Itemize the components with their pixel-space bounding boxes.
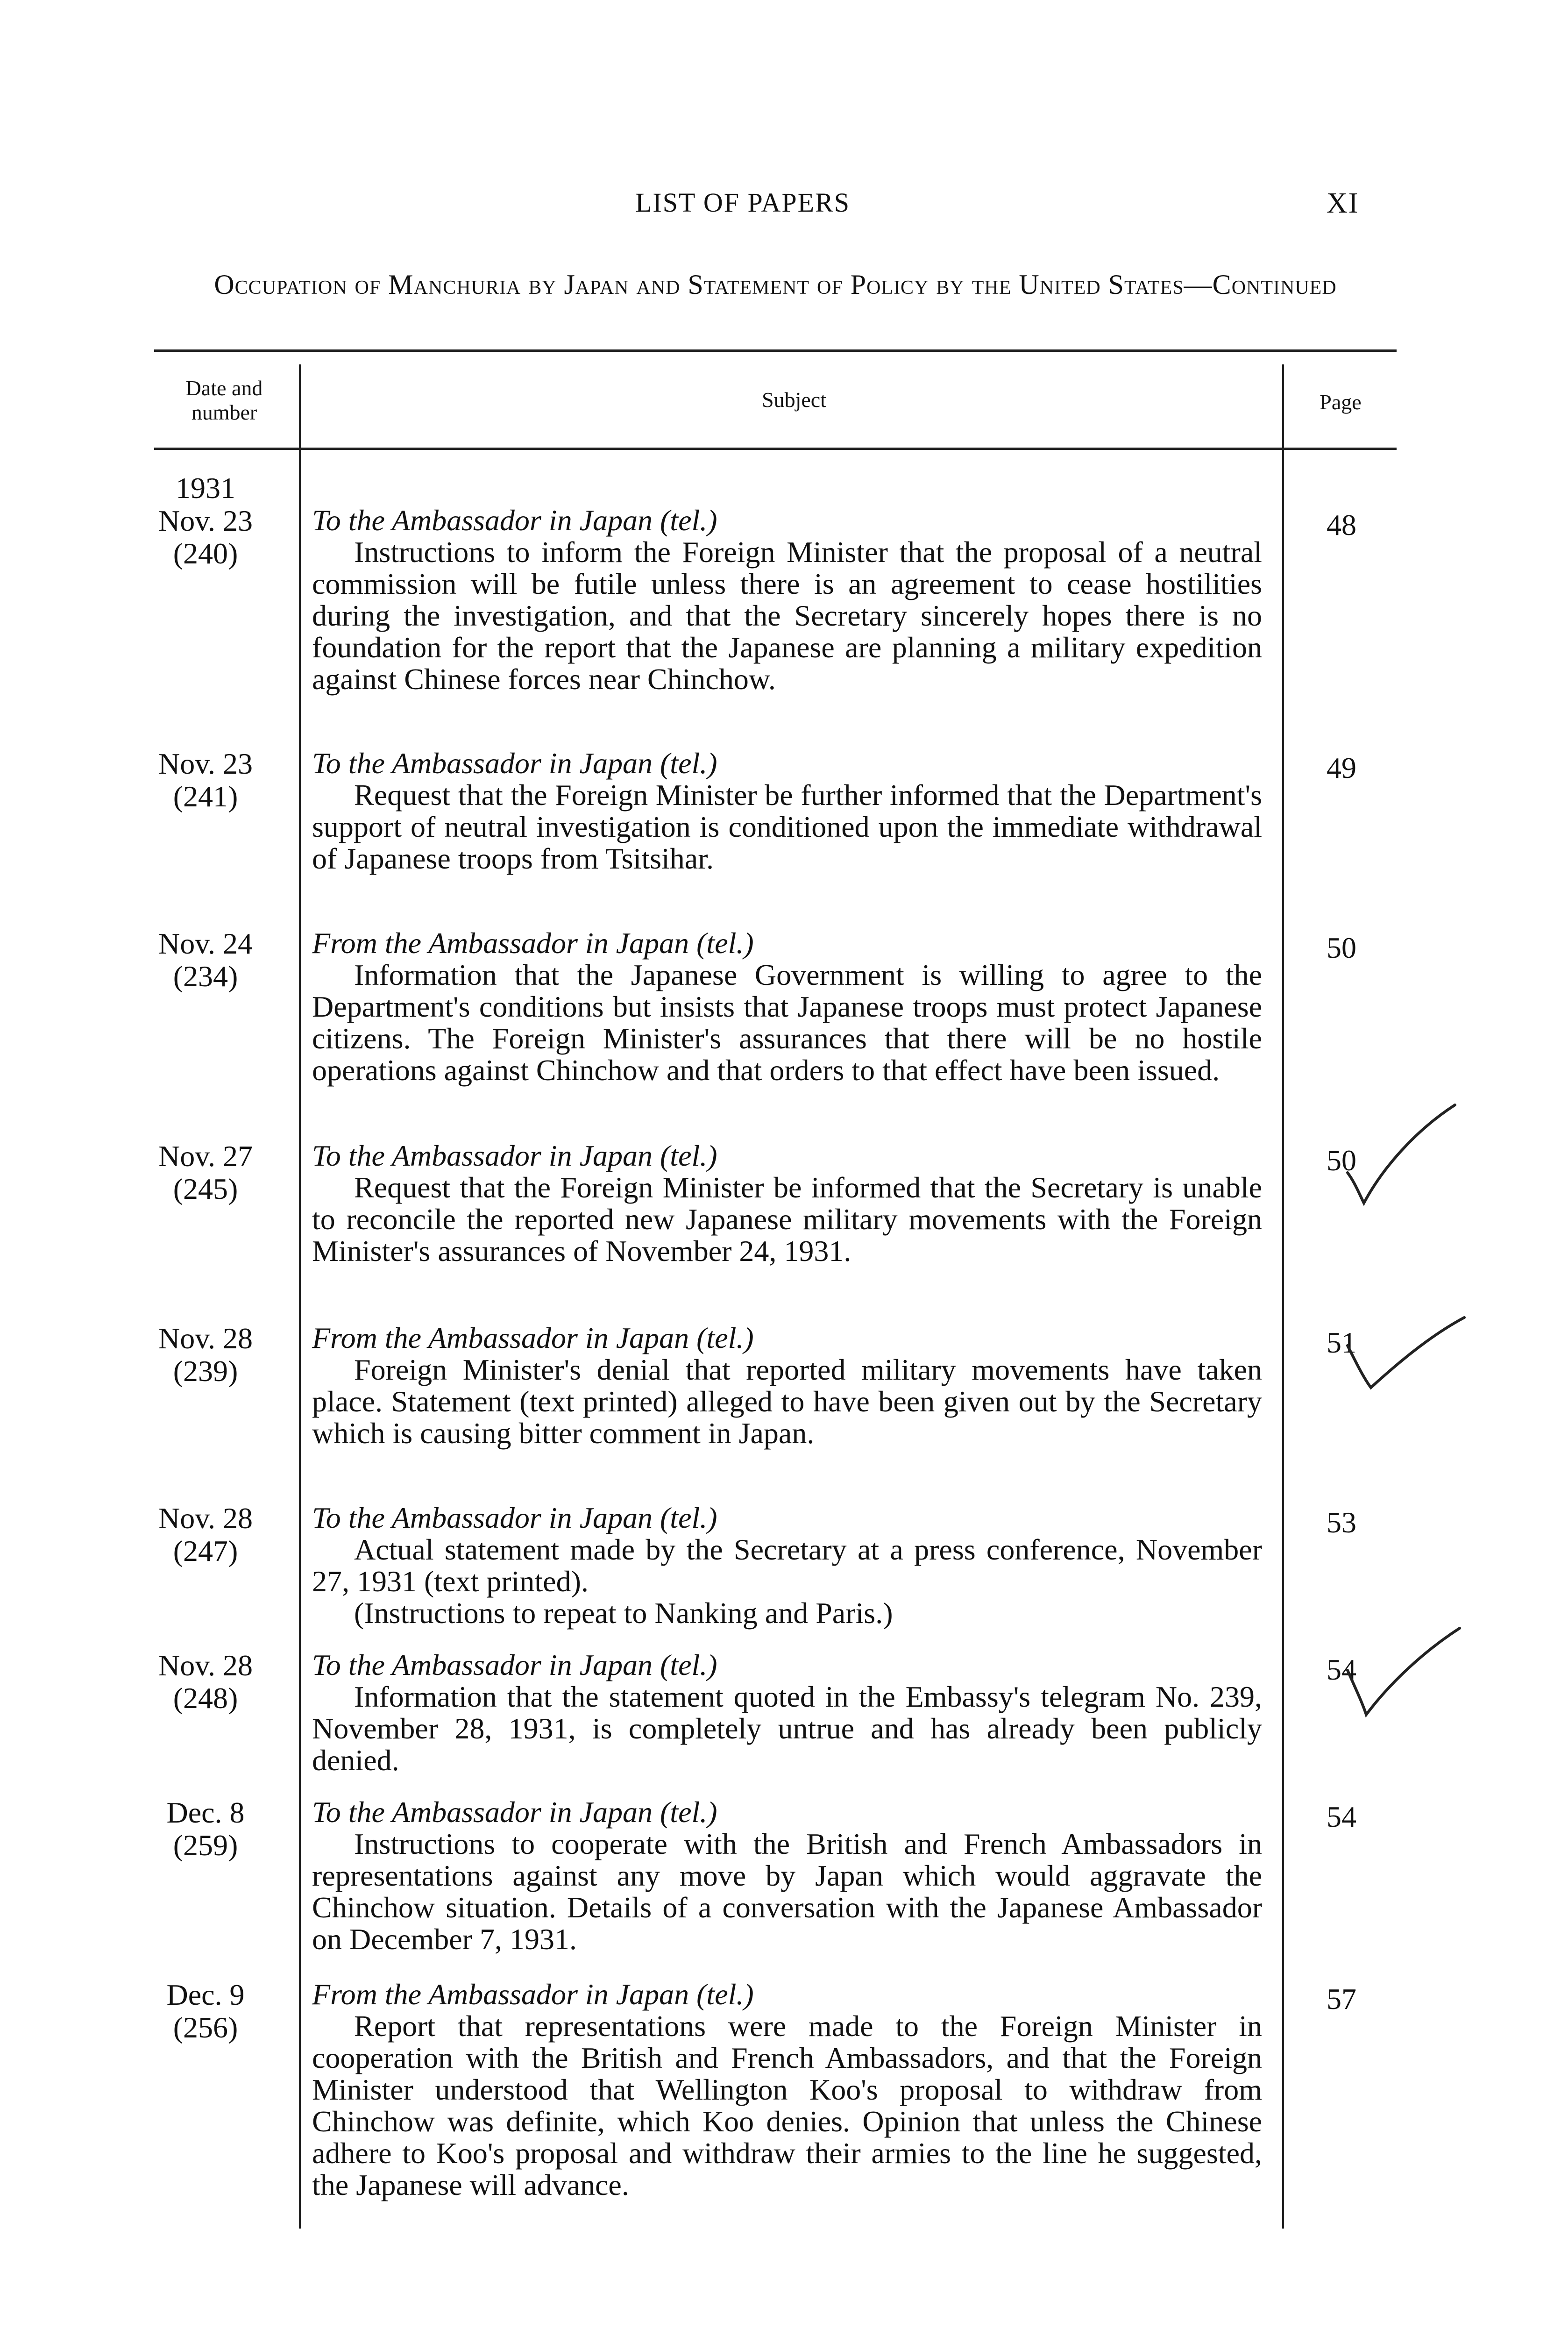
entry-page: 50 <box>1327 931 1356 964</box>
entry-date-text: Dec. 9 <box>166 1978 245 2011</box>
entry-page: 54 <box>1327 1800 1356 1833</box>
entry-date <box>135 1979 276 2044</box>
table-header-bottom-rule <box>154 448 1397 450</box>
entry-recipient: To the Ambassador in Japan (tel.) <box>312 1139 717 1172</box>
page-column-divider <box>1282 364 1284 2229</box>
entry-subject <box>312 505 1262 695</box>
entry-number: (248) <box>173 1681 238 1715</box>
entry-page: 57 <box>1327 1982 1356 2016</box>
entry-recipient: To the Ambassador in Japan (tel.) <box>312 1501 717 1534</box>
entry-number: (256) <box>173 2011 238 2044</box>
entry-page: 48 <box>1327 508 1356 541</box>
entry-number: (259) <box>173 1829 238 1862</box>
entry-summary: Instructions to inform the Foreign Minister that the proposal of a neutral commission will be futile unless there is an agreement to cease hostilities during the investigation, and that the Secretary sincerely hopes there is no foundation for the report that the Japanese are planning a military expedition against Chinese forces near Chinchow. <box>312 535 1262 696</box>
entry-subject <box>312 1140 1262 1267</box>
entry-date <box>135 1502 276 1567</box>
entry-summary: Foreign Minister's denial that reported military movements have taken place. Statement (text printed) alleged to have been given out by the Secretary which is causing bitter comment in Japan. <box>312 1353 1262 1450</box>
column-header-page: Page <box>1320 390 1362 414</box>
date-column-divider <box>299 364 301 2229</box>
entry-recipient: From the Ambassador in Japan (tel.) <box>312 1321 754 1354</box>
entry-summary: Request that the Foreign Minister be informed that the Secretary is unable to reconcile the reported new Japanese military movements with the Foreign Minister's assurances of November 24, 1931. <box>312 1171 1262 1268</box>
table-top-rule <box>154 349 1397 352</box>
section-title: Occupation of Manchuria by Japan and Statement of Policy by the United States—Continued <box>214 269 1337 300</box>
entry-summary: Actual statement made by the Secretary at a press conference, November 27, 1931 (text printed). <box>312 1533 1262 1598</box>
entry-number: (239) <box>173 1354 238 1388</box>
entry-date-text: Nov. 27 <box>158 1140 253 1173</box>
entry-recipient: To the Ambassador in Japan (tel.) <box>312 747 717 780</box>
entry-date-text: Nov. 28 <box>158 1502 253 1535</box>
entry-recipient: To the Ambassador in Japan (tel.) <box>312 1795 717 1829</box>
entry-summary: Information that the statement quoted in the Embassy's telegram No. 239, November 28, 1931, is completely untrue and has already been publicly denied. <box>312 1680 1262 1777</box>
entry-date <box>135 1322 276 1388</box>
entry-date <box>135 748 276 813</box>
entry-subject <box>312 1979 1262 2201</box>
entry-date <box>135 1140 276 1205</box>
running-head-title: LIST OF PAPERS <box>635 187 850 218</box>
entry-subject <box>312 1502 1262 1629</box>
entry-subject <box>312 1322 1262 1449</box>
entry-date <box>135 927 276 993</box>
entry-recipient: From the Ambassador in Japan (tel.) <box>312 926 754 960</box>
entry-number: (245) <box>173 1172 238 1205</box>
check-mark-icon <box>1345 1103 1457 1210</box>
entry-summary: Request that the Foreign Minister be further informed that the Department's support of neutral investigation is conditioned upon the immediate withdrawal of Japanese troops from Tsitsihar. <box>312 778 1262 875</box>
entry-page: 54 <box>1327 1653 1356 1686</box>
entry-subject <box>312 748 1262 875</box>
entry-recipient: From the Ambassador in Japan (tel.) <box>312 1978 754 2011</box>
entry-page: 49 <box>1327 751 1356 784</box>
check-mark-icon <box>1345 1308 1467 1392</box>
entry-date-text: Nov. 28 <box>158 1649 253 1682</box>
entry-summary: Information that the Japanese Government is willing to agree to the Department's conditions but insists that Japanese troops must protect Japanese citizens. The Foreign Minister's assurances that there will be no hostile operations against Chinchow and that orders to that effect have been issued. <box>312 958 1262 1087</box>
entry-date-text: Nov. 28 <box>158 1322 253 1355</box>
entry-summary: Report that representations were made to the Foreign Minister in cooperation with the British and French Ambassadors, and that the Foreign Minister understood that Wellington Koo's proposal to withdraw from Chinchow was definite, which Koo denies. Opinion that unless the Chinese adhere to Koo's proposal and withdraw their armies to the line he suggested, the Japanese will advance. <box>312 2009 1262 2201</box>
entry-subject <box>312 927 1262 1086</box>
page-number-roman: XI <box>1327 187 1359 219</box>
entry-page: 50 <box>1327 1144 1356 1177</box>
entry-page: 51 <box>1327 1326 1356 1359</box>
entry-subject <box>312 1796 1262 1955</box>
entry-recipient: To the Ambassador in Japan (tel.) <box>312 504 717 537</box>
entry-recipient: To the Ambassador in Japan (tel.) <box>312 1648 717 1681</box>
entry-number: (240) <box>173 537 238 570</box>
year-label: 1931 <box>176 471 235 505</box>
column-header-subject: Subject <box>762 388 826 412</box>
entry-subject <box>312 1649 1262 1776</box>
entry-date-text: Dec. 8 <box>166 1796 245 1829</box>
entry-date-text: Nov. 24 <box>158 927 253 960</box>
entry-number: (234) <box>173 960 238 993</box>
check-mark-icon <box>1345 1626 1462 1719</box>
entry-date <box>135 1649 276 1715</box>
entry-summary: Instructions to cooperate with the British and French Ambassadors in representations against any move by Japan which would aggravate the Chinchow situation. Details of a conversation with the Japanese Ambassador on December 7, 1931. <box>312 1827 1262 1956</box>
entry-date <box>135 505 276 570</box>
entry-date-text: Nov. 23 <box>158 747 253 780</box>
entry-extra-note: (Instructions to repeat to Nanking and Paris.) <box>354 1596 893 1630</box>
entry-number: (247) <box>173 1534 238 1567</box>
entry-number: (241) <box>173 780 238 813</box>
entry-date <box>135 1796 276 1862</box>
column-header-date: Date and number <box>185 376 263 424</box>
entry-date-text: Nov. 23 <box>158 504 253 537</box>
entry-page: 53 <box>1327 1506 1356 1539</box>
